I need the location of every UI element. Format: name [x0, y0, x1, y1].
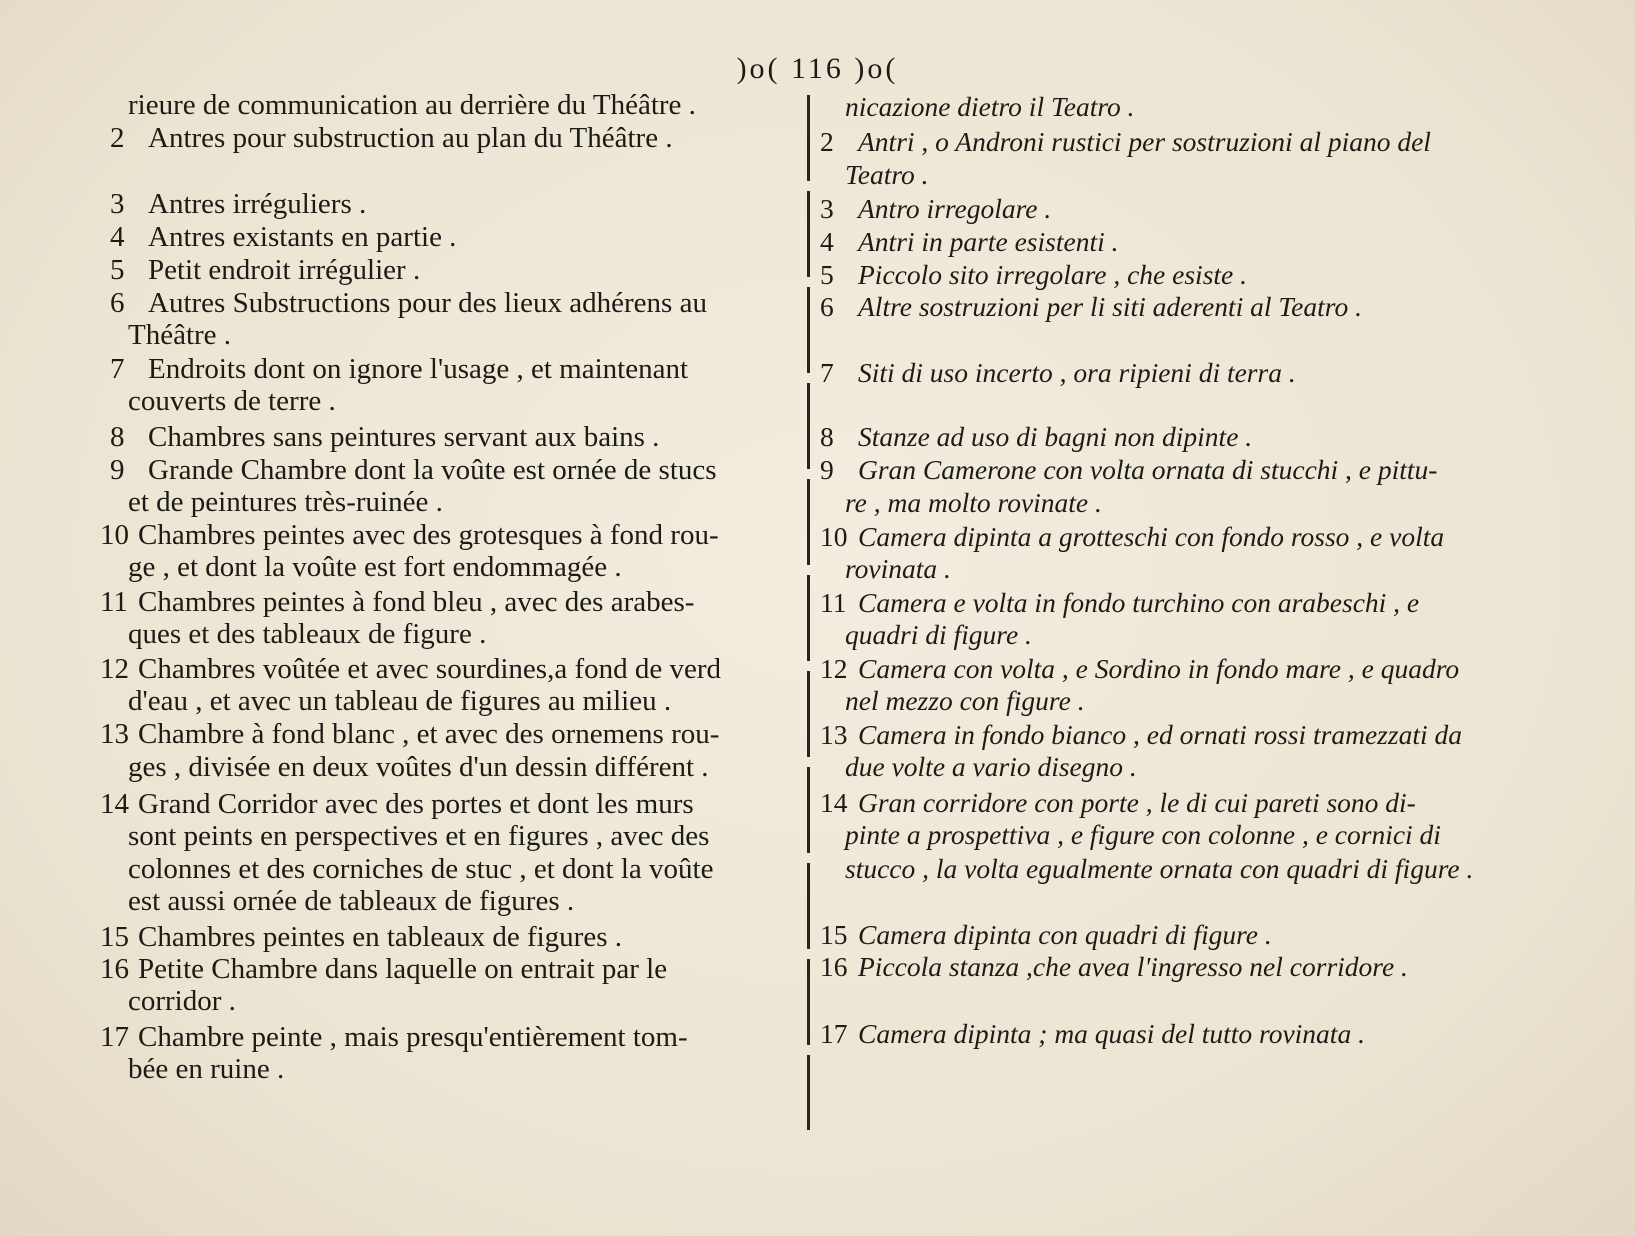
french-line — [128, 617, 486, 651]
italian-line — [845, 158, 929, 192]
french-item-text: couverts de terre . — [128, 385, 336, 417]
french-line — [100, 787, 694, 821]
italian-item-text: Gran corridore con porte , le di cui pareti sono di- — [858, 787, 1416, 818]
french-line — [100, 920, 622, 954]
italian-item-text: Piccolo sito irregolare , che esiste . — [858, 259, 1247, 290]
french-line — [128, 485, 443, 519]
italian-line — [845, 486, 1102, 520]
italian-item-text: Siti di uso incerto , ora ripieni di terra . — [858, 357, 1296, 388]
italian-line — [820, 786, 1416, 820]
italian-item-text: Camera dipinta a grotteschi con fondo rosso , e volta — [858, 521, 1445, 552]
italian-line — [820, 1017, 1365, 1051]
italian-item-text: Antri in parte esistenti . — [858, 226, 1119, 257]
italian-line — [845, 818, 1441, 852]
french-line — [110, 420, 659, 454]
italian-item-number: 8 — [820, 421, 834, 452]
page-number-header: )o( 116 )o( — [736, 52, 899, 85]
italian-item-text: nel mezzo con figure . — [845, 685, 1085, 716]
italian-item-number: 14 — [820, 787, 848, 818]
french-line — [110, 352, 688, 386]
french-item-text: Chambre à fond blanc , et avec des ornemens rou- — [138, 718, 720, 750]
french-line — [110, 453, 717, 487]
french-item-text: Endroits dont on ignore l'usage , et maintenant — [148, 353, 688, 385]
italian-item-number: 13 — [820, 719, 848, 750]
italian-line — [820, 356, 1296, 390]
italian-item-text: Antri , o Androni rustici per sostruzioni al piano del — [858, 126, 1431, 157]
french-line — [110, 187, 366, 221]
french-item-number: 5 — [110, 254, 125, 286]
french-item-text: Antres pour substruction au plan du Théâtre . — [148, 122, 673, 154]
italian-line — [820, 950, 1408, 984]
italian-item-number: 9 — [820, 454, 834, 485]
italian-line — [845, 90, 1135, 124]
italian-item-text: re , ma molto rovinate . — [845, 487, 1102, 518]
french-line — [100, 952, 667, 986]
italian-line — [820, 125, 1431, 159]
french-item-number: 6 — [110, 287, 125, 319]
french-line — [128, 819, 709, 853]
french-item-text: Chambres peintes à fond bleu , avec des arabes- — [138, 586, 695, 618]
italian-item-number: 15 — [820, 919, 848, 950]
italian-item-number: 7 — [820, 357, 834, 388]
french-item-number: 7 — [110, 353, 125, 385]
french-item-text: bée en ruine . — [128, 1053, 285, 1085]
french-item-text: Chambres voûtée et avec sourdines,a fond de verd — [138, 653, 722, 685]
italian-item-text: Camera dipinta ; ma quasi del tutto rovinata . — [858, 1018, 1365, 1049]
french-item-text: Chambres peintes avec des grotesques à fond rou- — [138, 519, 719, 551]
italian-line — [845, 852, 1473, 886]
french-line — [128, 1052, 284, 1086]
italian-line — [820, 918, 1272, 952]
french-item-text: Grande Chambre dont la voûte est ornée de stucs — [148, 454, 717, 486]
french-line — [100, 1020, 688, 1054]
italian-item-text: Antro irregolare . — [858, 193, 1052, 224]
french-line — [100, 717, 719, 751]
french-item-text: Antres irréguliers . — [148, 188, 367, 220]
french-item-number: 3 — [110, 188, 125, 220]
french-item-text: Chambre peinte , mais presqu'entièrement tom- — [138, 1021, 688, 1053]
italian-item-number: 10 — [820, 521, 848, 552]
italian-line — [820, 225, 1118, 259]
italian-item-number: 12 — [820, 653, 848, 684]
french-item-text: ges , divisée en deux voûtes d'un dessin différent . — [128, 751, 709, 783]
italian-line — [820, 520, 1444, 554]
french-item-text: Théâtre . — [128, 319, 232, 351]
french-item-text: rieure de communication au derrière du Théâtre . — [128, 89, 696, 121]
french-item-number: 11 — [100, 586, 128, 618]
column-divider — [807, 95, 810, 1130]
italian-item-text: quadri di figure . — [845, 619, 1032, 650]
french-item-text: d'eau , et avec un tableau de figures au milieu . — [128, 685, 672, 717]
italian-item-number: 5 — [820, 259, 834, 290]
italian-line — [820, 290, 1362, 324]
italian-item-text: Camera in fondo bianco , ed ornati rossi tramezzati da — [858, 719, 1462, 750]
french-line — [110, 253, 420, 287]
italian-item-text: Camera dipinta con quadri di figure . — [858, 919, 1272, 950]
french-line — [100, 652, 721, 686]
french-item-text: est aussi ornée de tableaux de figures . — [128, 885, 575, 917]
italian-item-number: 16 — [820, 951, 848, 982]
italian-item-number: 6 — [820, 291, 834, 322]
french-line — [128, 884, 574, 918]
french-item-number: 10 — [100, 519, 129, 551]
french-item-text: Chambres sans peintures servant aux bains . — [148, 421, 660, 453]
italian-line — [820, 453, 1437, 487]
italian-item-number: 3 — [820, 193, 834, 224]
italian-item-text: Altre sostruzioni per li siti aderenti al Teatro . — [858, 291, 1362, 322]
french-item-number: 12 — [100, 653, 129, 685]
italian-line — [820, 192, 1051, 226]
french-line — [128, 684, 671, 718]
italian-line — [845, 750, 1137, 784]
french-item-text: corridor . — [128, 985, 236, 1017]
italian-line — [820, 586, 1419, 620]
french-item-text: sont peints en perspectives et en figures , avec des — [128, 820, 710, 852]
italian-item-text: nicazione dietro il Teatro . — [845, 91, 1135, 122]
french-line — [128, 384, 336, 418]
french-line — [128, 852, 713, 886]
french-item-text: Chambres peintes en tableaux de figures . — [138, 921, 622, 953]
french-line — [110, 286, 707, 320]
italian-item-text: Camera e volta in fondo turchino con arabeschi , e — [858, 587, 1420, 618]
french-item-number: 13 — [100, 718, 129, 750]
italian-item-text: due volte a vario disegno . — [845, 751, 1137, 782]
french-item-number: 2 — [110, 122, 125, 154]
french-item-number: 15 — [100, 921, 129, 953]
french-item-text: et de peintures très-ruinée . — [128, 486, 443, 518]
italian-item-number: 4 — [820, 226, 834, 257]
french-item-number: 4 — [110, 221, 125, 253]
italian-item-text: Piccola stanza ,che avea l'ingresso nel corridore . — [858, 951, 1408, 982]
french-item-text: Petite Chambre dans laquelle on entrait par le — [138, 953, 668, 985]
italian-item-text: Gran Camerone con volta ornata di stucchi , e pittu- — [858, 454, 1438, 485]
italian-line — [820, 258, 1247, 292]
italian-item-number: 17 — [820, 1018, 848, 1049]
french-item-text: Grand Corridor avec des portes et dont les murs — [138, 788, 694, 820]
french-line — [128, 984, 236, 1018]
french-line — [100, 518, 719, 552]
italian-line — [845, 552, 951, 586]
french-item-text: Petit endroit irrégulier . — [148, 254, 421, 286]
french-item-number: 16 — [100, 953, 129, 985]
french-line — [100, 585, 694, 619]
french-line — [110, 121, 673, 155]
italian-line — [845, 618, 1032, 652]
french-line — [128, 318, 231, 352]
french-item-number: 9 — [110, 454, 125, 486]
italian-item-number: 2 — [820, 126, 834, 157]
italian-item-text: rovinata . — [845, 553, 951, 584]
italian-item-text: Teatro . — [845, 159, 929, 190]
french-item-text: Autres Substructions pour des lieux adhérens au — [148, 287, 707, 319]
french-line — [128, 88, 696, 122]
italian-item-text: Camera con volta , e Sordino in fondo mare , e quadro — [858, 653, 1460, 684]
italian-line — [845, 684, 1085, 718]
french-line — [128, 550, 622, 584]
french-item-number: 14 — [100, 788, 129, 820]
french-item-text: ge , et dont la voûte est fort endommagée . — [128, 551, 622, 583]
french-line — [128, 750, 709, 784]
french-item-text: ques et des tableaux de figure . — [128, 618, 487, 650]
french-item-text: Antres existants en partie . — [148, 221, 457, 253]
italian-item-text: stucco , la volta egualmente ornata con quadri di figure . — [845, 853, 1474, 884]
french-line — [110, 220, 456, 254]
italian-line — [820, 652, 1459, 686]
italian-item-text: Stanze ad uso di bagni non dipinte . — [858, 421, 1253, 452]
italian-line — [820, 420, 1252, 454]
french-item-number: 17 — [100, 1021, 129, 1053]
italian-item-text: pinte a prospettiva , e figure con colonne , e cornici di — [845, 819, 1441, 850]
italian-line — [820, 718, 1462, 752]
french-item-text: colonnes et des corniches de stuc , et dont la voûte — [128, 853, 714, 885]
italian-item-number: 11 — [820, 587, 847, 618]
french-item-number: 8 — [110, 421, 125, 453]
